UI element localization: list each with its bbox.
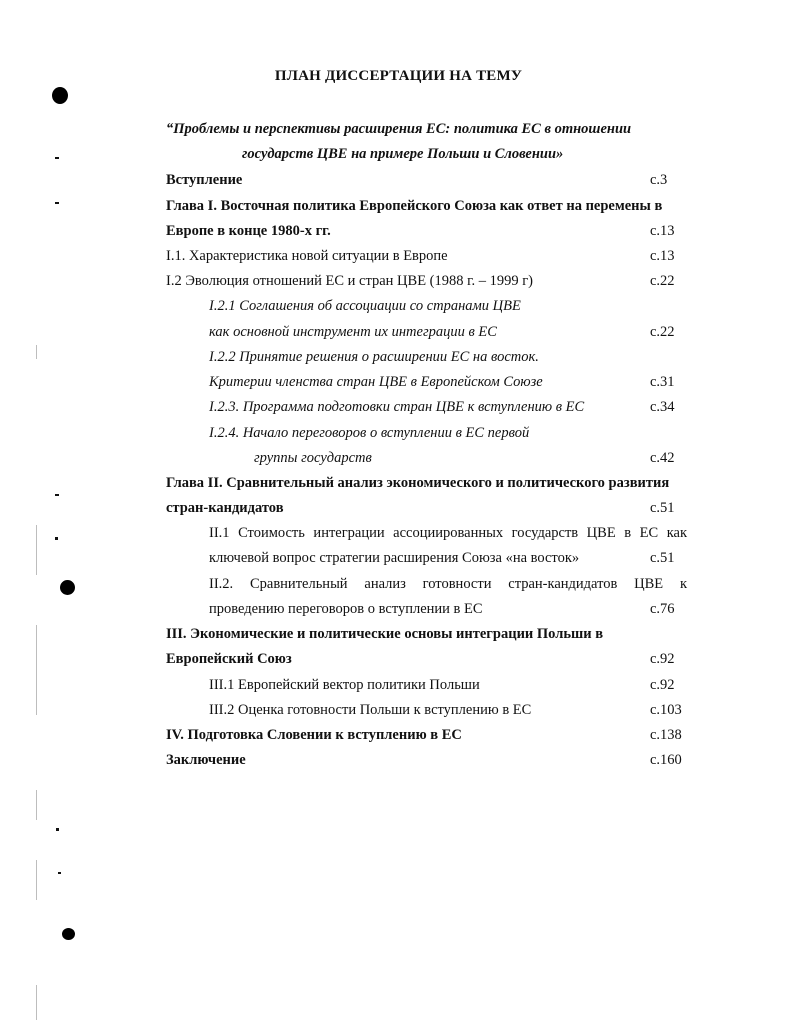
toc-ch1-s21-line-1: I.2.1 Соглашения об ассоциации со странами ЦВЕ [209, 298, 521, 314]
toc-ch3-page: с.92 [650, 651, 675, 667]
scan-blot-1 [52, 87, 68, 104]
scan-speck-1 [55, 157, 59, 159]
dissertation-topic-line-2: государств ЦВЕ на примере Польши и Словении» [242, 146, 564, 162]
scan-speck-5 [56, 828, 59, 831]
toc-ch3-title-line-1: III. Экономические и политические основы интеграции Польши в [166, 626, 604, 642]
toc-ch2-s1-line-2: ключевой вопрос стратегии расширения Союза «на восток» [209, 550, 580, 566]
toc-ch1-s22-page: с.31 [650, 374, 675, 390]
toc-ch1-s1-label: I.1. Характеристика новой ситуации в Европе [166, 248, 448, 264]
page-title: ПЛАН ДИССЕРТАЦИИ НА ТЕМУ [274, 68, 523, 84]
toc-ch2-s1-line-1: II.1 Стоимость интеграции ассоциированных государств ЦВЕ в ЕС как [209, 525, 687, 541]
toc-ch3-title-line-2: Европейский Союз [166, 651, 292, 667]
toc-ch4-page: с.138 [650, 727, 682, 743]
toc-ch3-s1-label: III.1 Европейский вектор политики Польши [209, 677, 480, 693]
toc-ch2-s2-line-1: II.2. Сравнительный анализ готовности стран-кандидатов ЦВЕ к [209, 576, 687, 592]
toc-ch3-s2-label: III.2 Оценка готовности Польши к вступлению в ЕС [209, 702, 532, 718]
toc-ch1-s1-page: с.13 [650, 248, 675, 264]
toc-ch1-s23-label: I.2.3. Программа подготовки стран ЦВЕ к вступлению в ЕС [209, 399, 585, 415]
toc-ch1-s22-line-1: I.2.2 Принятие решения о расширении ЕС на восток. [209, 349, 539, 365]
toc-ch1-s24-line-2: группы государств [254, 450, 372, 466]
scan-edge-line-6 [36, 985, 37, 1020]
scan-speck-4 [55, 537, 58, 540]
scan-speck-3 [55, 494, 59, 496]
scan-blot-2 [60, 580, 75, 595]
scan-edge-line-5 [36, 860, 37, 900]
toc-ch1-title-line-2: Европе в конце 1980-х гг. [166, 223, 331, 239]
scan-speck-2 [55, 202, 59, 204]
scan-edge-line-3 [36, 625, 37, 715]
toc-ch1-page: с.13 [650, 223, 675, 239]
scan-speck-6 [58, 872, 61, 874]
toc-ch1-s22-line-2: Критерии членства стран ЦВЕ в Европейском Союзе [209, 374, 543, 390]
toc-ch1-s2-label: I.2 Эволюция отношений ЕС и стран ЦВЕ (1988 г. – 1999 г) [166, 273, 533, 289]
toc-intro-label: Вступление [166, 172, 243, 188]
toc-ch1-title-line-1: Глава I. Восточная политика Европейского Союза как ответ на перемены в [166, 198, 663, 214]
toc-ch2-title-line-2: стран-кандидатов [166, 500, 284, 516]
toc-ch1-s24-page: с.42 [650, 450, 675, 466]
toc-ch3-s1-page: с.92 [650, 677, 675, 693]
scan-blot-3 [62, 928, 75, 940]
dissertation-topic-line-1: “Проблемы и перспективы расширения ЕС: политика ЕС в отношении [166, 121, 632, 137]
toc-ch2-s2-line-2: проведению переговоров о вступлении в ЕС [209, 601, 483, 617]
toc-ch1-s21-page: с.22 [650, 324, 675, 340]
toc-ch1-s23-page: с.34 [650, 399, 675, 415]
toc-ch1-s24-line-1: I.2.4. Начало переговоров о вступлении в ЕС первой [209, 425, 530, 441]
toc-ch1-s2-page: с.22 [650, 273, 675, 289]
toc-conclusion-label: Заключение [166, 752, 246, 768]
toc-conclusion-page: с.160 [650, 752, 682, 768]
toc-ch2-s2-page: с.76 [650, 601, 675, 617]
toc-ch4-label: IV. Подготовка Словении к вступлению в ЕС [166, 727, 462, 743]
toc-ch1-s21-line-2: как основной инструмент их интеграции в ЕС [209, 324, 497, 340]
toc-ch3-s2-page: с.103 [650, 702, 682, 718]
toc-ch2-page: с.51 [650, 500, 675, 516]
scan-edge-line-2 [36, 525, 37, 575]
toc-intro-page: с.3 [650, 172, 668, 188]
scan-edge-line-1 [36, 345, 37, 359]
toc-ch2-s1-page: с.51 [650, 550, 675, 566]
scan-edge-line-4 [36, 790, 37, 820]
toc-ch2-title-line-1: Глава II. Сравнительный анализ экономического и политического развития [166, 475, 670, 491]
